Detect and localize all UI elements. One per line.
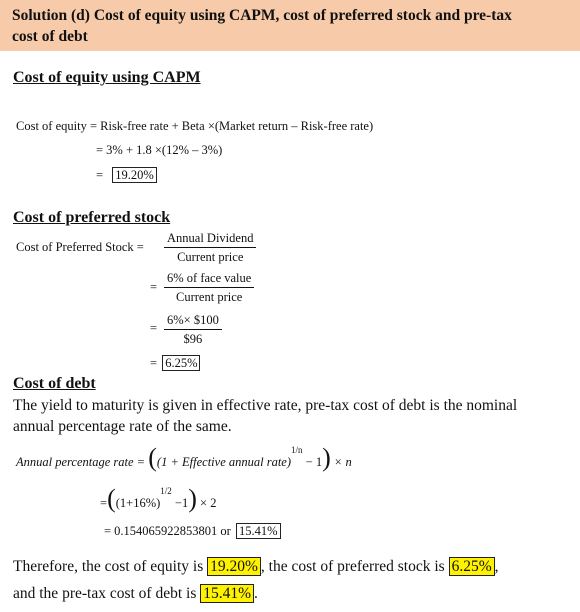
preferred-result-equals: =	[150, 356, 158, 370]
capm-result-line	[96, 168, 157, 183]
conclusion-text-3: ,	[494, 558, 499, 575]
preferred-fraction-1	[164, 231, 256, 265]
step2-exponent-numerator: 1	[160, 486, 165, 496]
apr-open-paren: (	[148, 443, 157, 473]
conclusion-text-4: and the pre-tax cost of debt is	[13, 585, 197, 602]
capm-result-equals: =	[96, 168, 104, 182]
banner-line-1: Solution (d) Cost of equity using CAPM, cost of preferred stock and pre-tax	[12, 7, 512, 24]
conclusion-text-2: , the cost of preferred stock is	[260, 558, 445, 575]
preferred-result-line	[150, 356, 200, 371]
apr-step-2	[100, 484, 216, 514]
fraction-3-denominator: $96	[183, 332, 203, 346]
preferred-fraction-3	[164, 313, 222, 347]
apr-multiplier: × n	[333, 455, 352, 470]
step2-open-paren: (	[107, 484, 116, 514]
preferred-heading: Cost of preferred stock	[13, 209, 171, 226]
preferred-lhs: Cost of Preferred Stock =	[16, 240, 144, 254]
conclusion-text-5: .	[254, 585, 258, 602]
debt-heading: Cost of debt	[13, 375, 96, 392]
step2-equals: =	[100, 496, 108, 511]
apr-exponent: 1/n	[291, 445, 303, 455]
preferred-result-box: 6.25%	[162, 355, 200, 371]
fraction-1-denominator: Current price	[177, 250, 244, 264]
fraction-2-denominator: Current price	[176, 290, 243, 304]
solution-banner	[0, 0, 580, 51]
step2-exponent: 1/2	[160, 486, 172, 496]
debt-result-box: 15.41%	[236, 523, 281, 539]
conclusion-preferred-value: 6.25%	[449, 557, 495, 576]
conclusion-equity-value: 19.20%	[207, 557, 261, 576]
step2-exponent-denominator: 2	[167, 486, 172, 496]
conclusion-debt-value: 15.41%	[200, 584, 254, 603]
step2-multiplier: × 2	[200, 496, 217, 511]
apr-exponent-denominator: n	[298, 445, 303, 455]
apr-tail: − 1	[305, 455, 323, 470]
debt-paragraph-line-2: annual percentage rate of the same.	[13, 418, 232, 435]
capm-formula-line: Cost of equity = Risk-free rate + Beta ×(Market return – Risk-free rate)	[16, 119, 374, 133]
conclusion-text-1: Therefore, the cost of equity is	[13, 558, 204, 575]
apr-close-paren: )	[322, 443, 331, 473]
apr-exponent-numerator: 1	[291, 445, 296, 455]
step2-close-paren: )	[188, 484, 197, 514]
apr-lhs: Annual percentage rate =	[16, 455, 146, 470]
preferred-fraction-2	[164, 271, 254, 305]
conclusion-line-2	[13, 583, 258, 604]
debt-paragraph-line-1: The yield to maturity is given in effective rate, pre-tax cost of debt is the nominal	[13, 397, 518, 414]
preferred-equals-3: =	[150, 321, 158, 335]
apr-formula	[16, 443, 352, 473]
step3-value: = 0.154065922853801 or	[104, 524, 231, 538]
capm-heading: Cost of equity using CAPM	[13, 69, 201, 86]
step2-tail: −1	[174, 496, 189, 511]
preferred-equals-2: =	[150, 280, 158, 294]
fraction-1-numerator: Annual Dividend	[164, 231, 256, 248]
capm-substitution-line: = 3% + 1.8 ×(12% – 3%)	[96, 143, 223, 157]
banner-line-2: cost of debt	[12, 28, 88, 45]
fraction-3-numerator: 6%× $100	[164, 313, 222, 330]
conclusion-line-1	[13, 556, 499, 577]
step2-inner: (1+16%)	[115, 496, 161, 511]
apr-inner: (1 + Effective annual rate)	[156, 455, 292, 470]
capm-result-box: 19.20%	[112, 167, 157, 183]
fraction-2-numerator: 6% of face value	[164, 271, 254, 288]
apr-step-3	[104, 524, 281, 539]
